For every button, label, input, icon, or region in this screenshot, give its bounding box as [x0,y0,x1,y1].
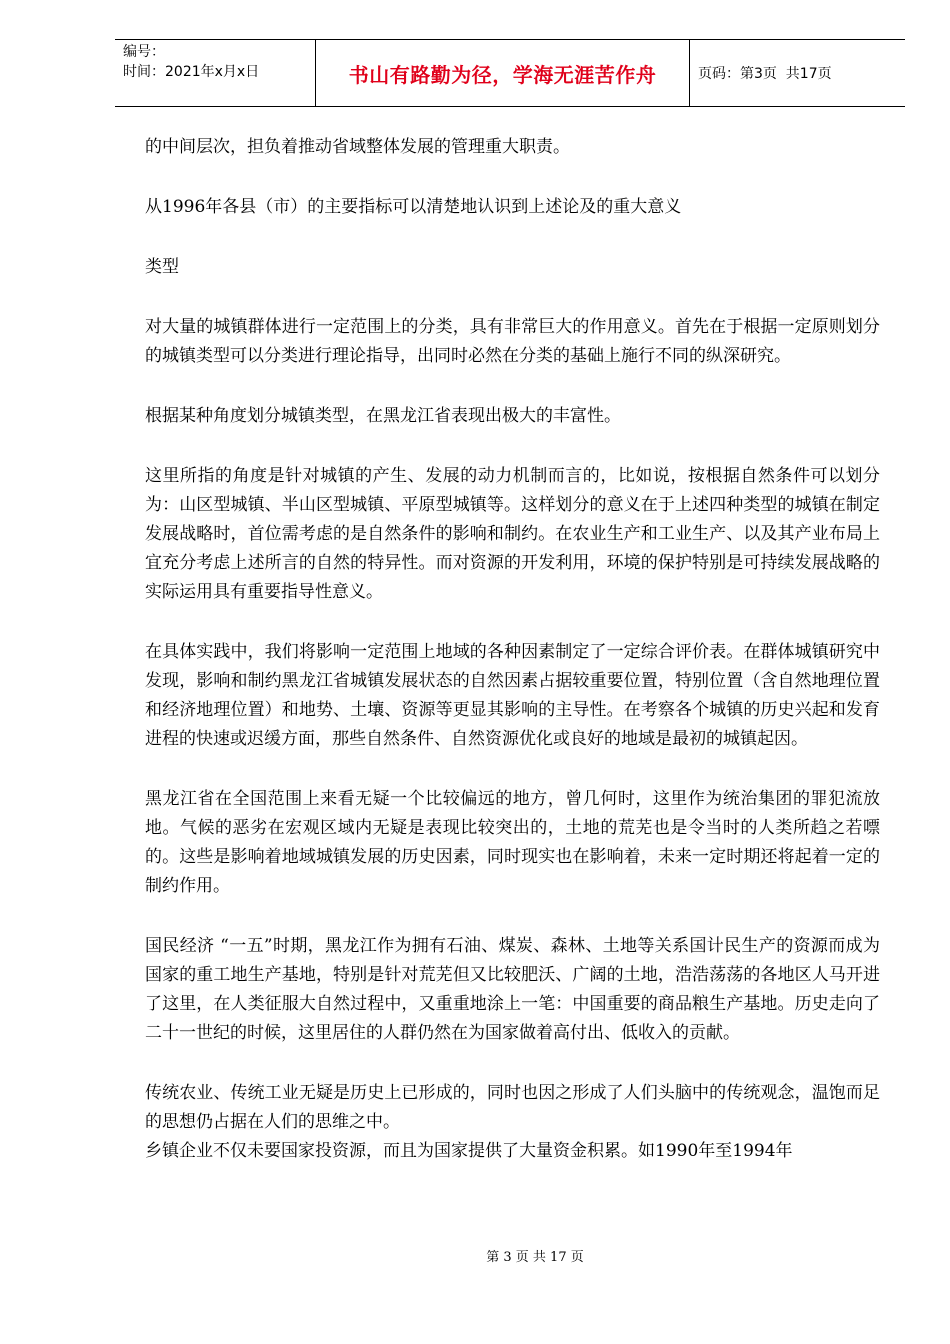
paragraph: 黑龙江省在全国范围上来看无疑一个比较偏远的地方，曾几何时，这里作为统治集团的罪犯流放地。气候的恶劣在宏观区域内无疑是表现比较突出的，土地的荒芜也是令当时的人类所趋之若嘌的。这些是影响着地域城镇发展的历史因素，同时现实也在影响着，未来一定时期还将起着一定的制约作用。 [145,789,880,896]
document-body [145,133,880,1166]
document-number-label: 编号： [123,44,165,60]
header-motto: 书山有路勤为径，学海无涯苦作舟 [316,40,690,106]
section-heading: 类型 [145,257,179,277]
document-time-label: 时间：2021年x月x日 [123,64,260,80]
paragraph: 传统农业、传统工业无疑是历史上已形成的，同时也因之形成了人们头脑中的传统观念，温饱而足的思想仍占据在人们的思维之中。 [145,1083,880,1132]
paragraph: 国民经济 “一五”时期，黑龙江作为拥有石油、煤炭、森林、土地等关系国计民生产的资源而成为国家的重工地生产基地，特别是针对荒芜但又比较肥沃、广阔的土地，浩浩荡荡的各地区人马开进了这里，在人类征服大自然过程中，又重重地涂上一笔：中国重要的商品粮生产基地。历史走向了二十一世纪的时候，这里居住的人群仍然在为国家做着高付出、低收入的贡献。 [145,936,880,1043]
page-header [115,39,905,107]
paragraph: 的中间层次，担负着推动省域整体发展的管理重大职责。 [145,137,570,157]
paragraph: 乡镇企业不仅未要国家投资源，而且为国家提供了大量资金积累。如1990年至1994年 [145,1141,793,1161]
header-meta-cell [115,40,316,106]
paragraph: 这里所指的角度是针对城镇的产生、发展的动力机制而言的，比如说，按根据自然条件可以划分为：山区型城镇、半山区型城镇、平原型城镇等。这样划分的意义在于上述四种类型的城镇在制定发展战略时，首位需考虑的是自然条件的影响和制约。在农业生产和工业生产、以及其产业布局上宜充分考虑上述所言的自然的特异性。而对资源的开发利用，环境的保护特别是可持续发展战略的实际运用具有重要指导性意义。 [145,466,880,602]
header-page-info: 页码：第3页 共17页 [698,66,832,82]
header-page-cell [690,40,905,106]
page-footer: 第 3 页 共 17 页 [486,1250,584,1265]
paragraph: 从1996年各县（市）的主要指标可以清楚地认识到上述论及的重大意义 [145,197,682,217]
paragraph: 对大量的城镇群体进行一定范围上的分类，具有非常巨大的作用意义。首先在于根据一定原则划分的城镇类型可以分类进行理论指导，出同时必然在分类的基础上施行不同的纵深研究。 [145,317,880,366]
paragraph: 根据某种角度划分城镇类型，在黑龙江省表现出极大的丰富性。 [145,406,621,426]
paragraph: 在具体实践中，我们将影响一定范围上地域的各种因素制定了一定综合评价表。在群体城镇研究中发现，影响和制约黑龙江省城镇发展状态的自然因素占据较重要位置，特别位置（含自然地理位置和经济地理位置）和地势、土壤、资源等更显其影响的主导性。在考察各个城镇的历史兴起和发育进程的快速或迟缓方面，那些自然条件、自然资源优化或良好的地域是最初的城镇起因。 [145,642,880,749]
